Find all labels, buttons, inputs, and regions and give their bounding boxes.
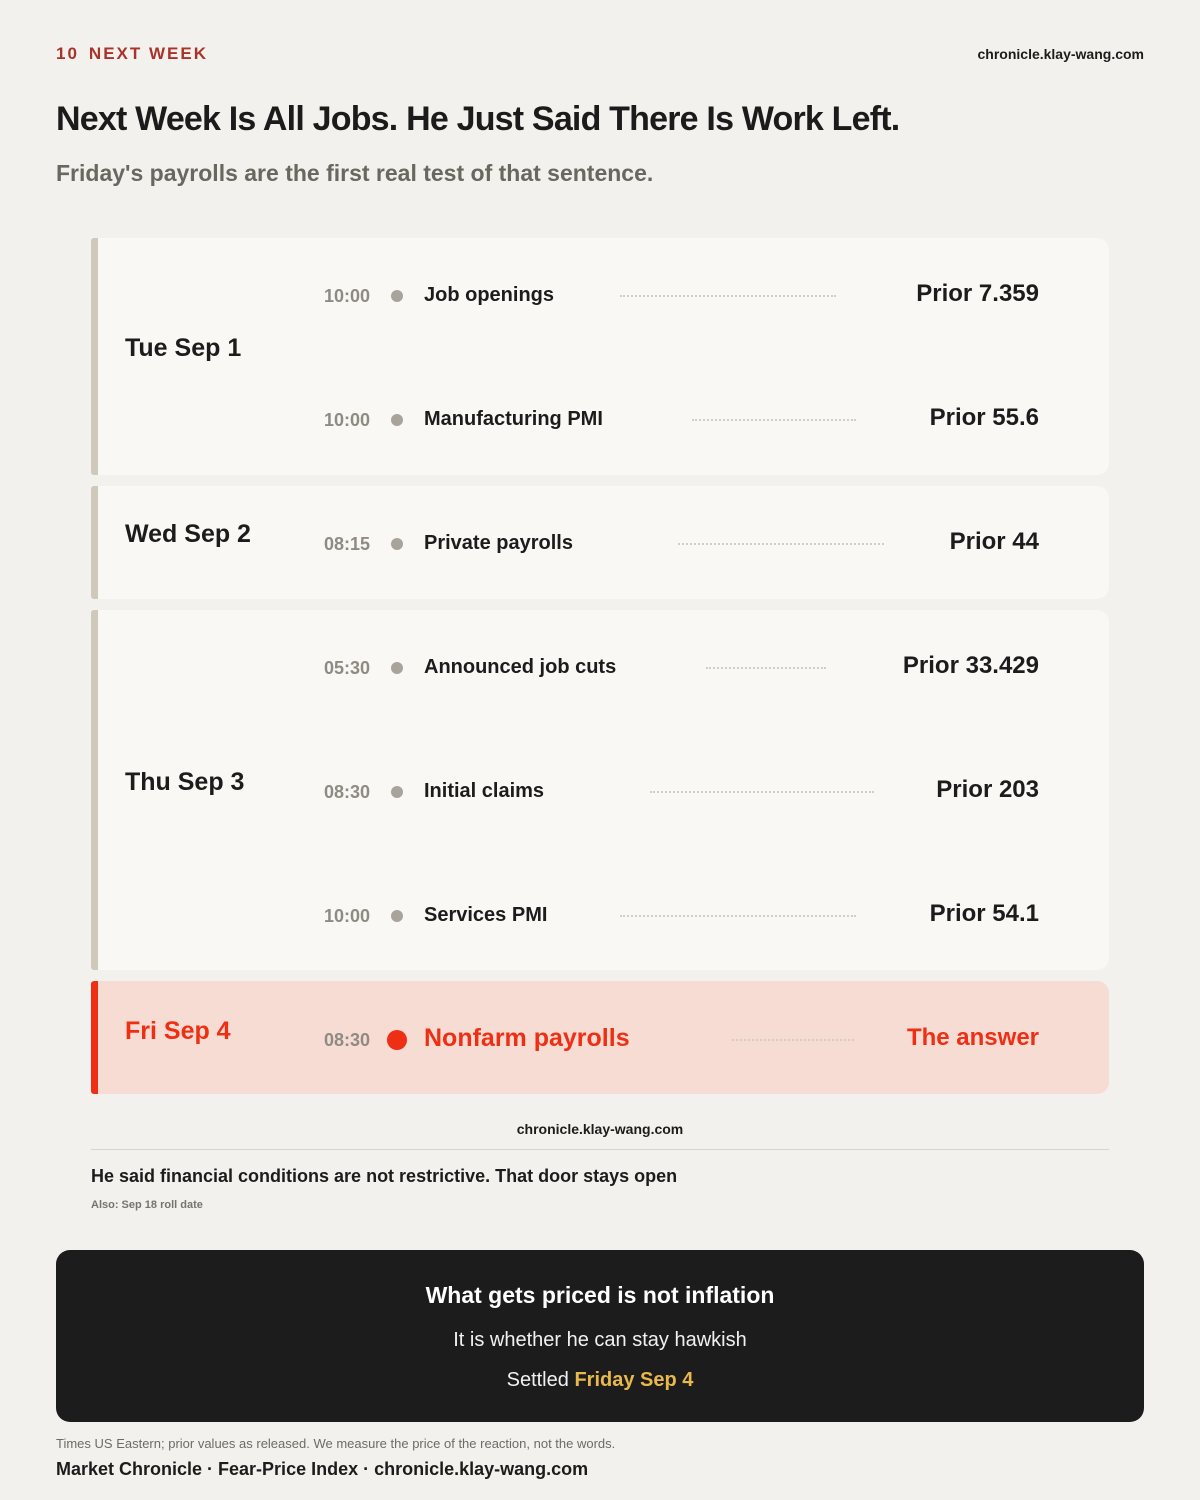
event-time: 05:30 — [323, 658, 370, 678]
event-time: 10:00 — [323, 410, 370, 430]
event-time: 10:00 — [323, 286, 370, 306]
site-url-mid[interactable]: chronicle.klay-wang.com — [516, 1121, 684, 1137]
callout-box — [56, 1250, 1144, 1422]
callout-title: What gets priced is not inflation — [425, 1282, 775, 1308]
bullet-dot-icon — [391, 538, 403, 550]
bullet-dot-icon — [391, 910, 403, 922]
day-block-tue — [91, 238, 1109, 475]
event-time: 10:00 — [323, 906, 370, 926]
event-time: 08:15 — [323, 534, 370, 554]
page-subtitle: Friday's payrolls are the first real test of that sentence. — [56, 160, 654, 186]
day-label: Fri Sep 4 — [125, 1017, 231, 1045]
dotted-leader — [620, 295, 836, 297]
bullet-dot-icon — [391, 414, 403, 426]
dotted-leader — [692, 419, 856, 421]
day-block-thu — [91, 610, 1109, 970]
bullet-dot-icon — [391, 290, 403, 302]
settled-date: Friday Sep 4 — [574, 1369, 694, 1391]
dotted-leader — [650, 791, 874, 793]
note-text: He said financial conditions are not restrictive. That door stays open — [91, 1166, 678, 1186]
event-name: Services PMI — [424, 904, 548, 926]
topbar — [56, 44, 1144, 66]
event-name: Announced job cuts — [424, 656, 617, 678]
divider — [91, 1149, 1109, 1150]
dotted-leader — [732, 1039, 854, 1041]
event-prior-value: Prior 203 — [936, 776, 1039, 803]
event-prior-value: Prior 33.429 — [902, 652, 1039, 679]
event-row-manufacturing-pmi — [98, 400, 1109, 440]
event-row-announced-job-cuts — [98, 648, 1109, 688]
also-note: Also: Sep 18 roll date — [91, 1199, 203, 1211]
event-prior-value: Prior 55.6 — [929, 404, 1039, 431]
callout-settled — [56, 1369, 1144, 1392]
day-label: Thu Sep 3 — [125, 768, 245, 796]
day-label: Tue Sep 1 — [125, 334, 242, 362]
section-number: 10 — [56, 44, 79, 63]
event-name: Private payrolls — [424, 532, 573, 554]
event-row-initial-claims — [98, 772, 1109, 812]
bullet-dot-icon — [387, 1030, 407, 1050]
event-prior-value: Prior 7.359 — [916, 280, 1039, 307]
event-name: Initial claims — [424, 780, 545, 802]
bullet-dot-icon — [391, 786, 403, 798]
event-name: Job openings — [424, 284, 554, 306]
settled-prefix: Settled — [506, 1369, 569, 1391]
page-title: Next Week Is All Jobs. He Just Said There Is Work Left. — [56, 100, 900, 138]
section-label: NEXT WEEK — [88, 44, 208, 63]
event-row-nonfarm-payrolls — [98, 1020, 1109, 1060]
dotted-leader — [620, 915, 856, 917]
dotted-leader — [678, 543, 884, 545]
event-row-private-payrolls — [98, 524, 1109, 564]
event-value: The answer — [906, 1024, 1039, 1051]
fine-print: Times US Eastern; prior values as released. We measure the price of the reaction, not the words. — [56, 1436, 616, 1451]
event-row-services-pmi — [98, 896, 1109, 936]
day-block-wed — [91, 486, 1109, 599]
event-prior-value: Prior 54.1 — [929, 900, 1039, 927]
site-url-top[interactable]: chronicle.klay-wang.com — [977, 46, 1144, 62]
bullet-dot-icon — [391, 662, 403, 674]
event-prior-value: Prior 44 — [949, 528, 1039, 555]
event-name: Manufacturing PMI — [424, 408, 603, 430]
day-label: Wed Sep 2 — [125, 520, 251, 548]
day-block-fri-highlight — [91, 981, 1109, 1094]
event-name: Nonfarm payrolls — [424, 1024, 630, 1052]
section-kicker — [56, 44, 208, 64]
dotted-leader — [706, 667, 826, 669]
callout-line: It is whether he can stay hawkish — [453, 1329, 747, 1351]
event-time: 08:30 — [323, 1030, 370, 1050]
event-row-job-openings — [98, 276, 1109, 316]
event-time: 08:30 — [323, 782, 370, 802]
footer-credit: Market Chronicle · Fear-Price Index · chronicle.klay-wang.com — [56, 1459, 589, 1479]
